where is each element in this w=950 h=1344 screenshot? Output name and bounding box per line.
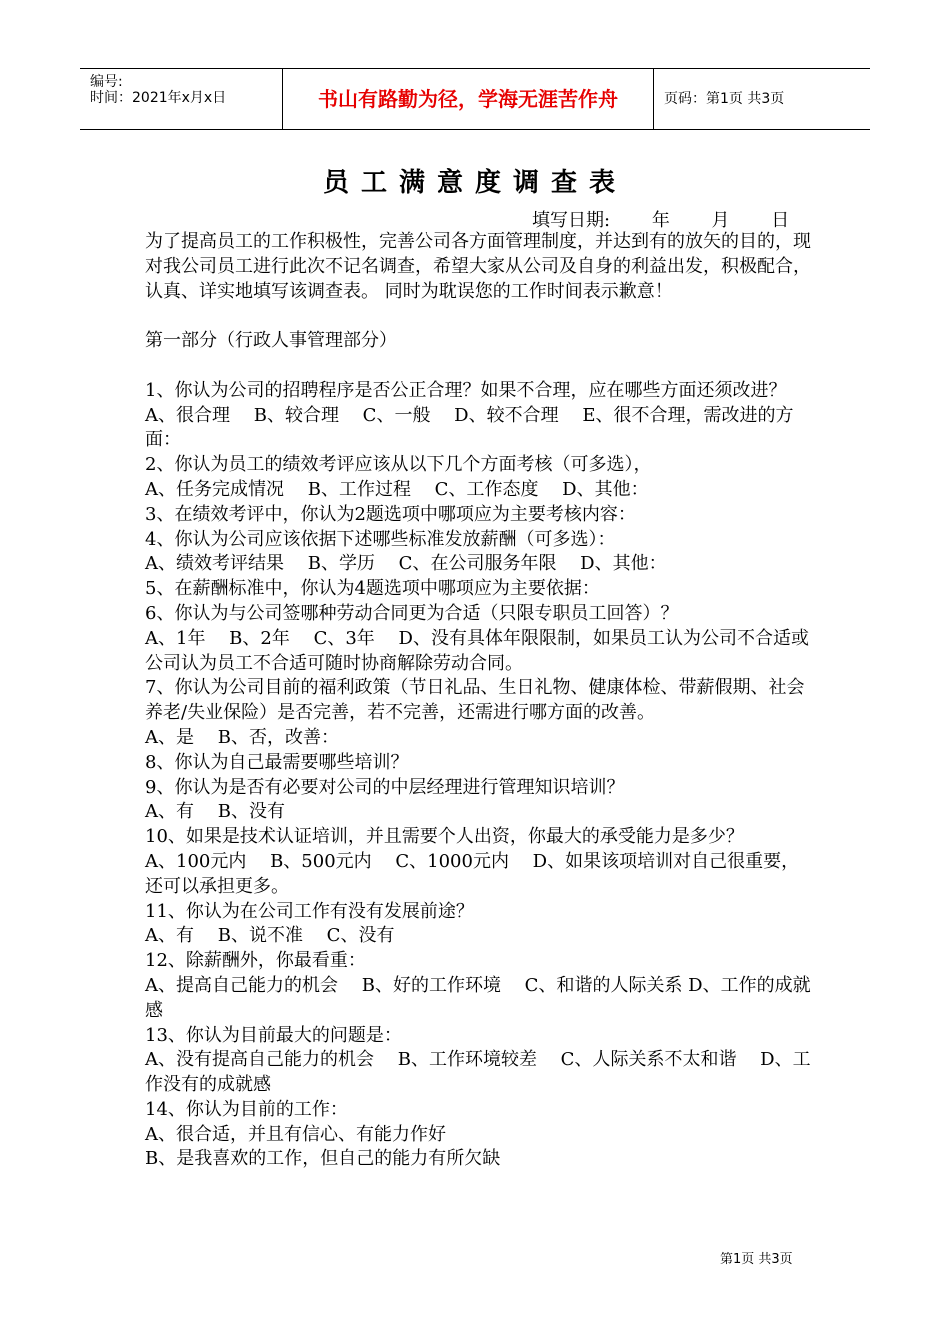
question-text: 5、在薪酬标准中，你认为4题选项中哪项应为主要依据： <box>145 578 600 600</box>
fill-date-year: 年 <box>651 210 670 231</box>
fill-date-month: 月 <box>711 210 730 231</box>
answer-options: A、任务完成情况 B、工作过程 C、工作态度 D、其他： <box>145 478 649 500</box>
document-title: 员工满意度调查表 <box>322 168 627 198</box>
header-meta <box>80 69 283 129</box>
page-header <box>80 68 870 130</box>
question-text: 2、你认为员工的绩效考评应该从以下几个方面考核（可多选）， <box>145 454 652 476</box>
header-motto: 书山有路勤为径，学海无涯苦作舟 <box>283 69 654 129</box>
intro-paragraph: 为了提高员工的工作积极性，完善公司各方面管理制度，并达到有的放矢的目的，现对我公司员工进行此次不记名调查，希望大家从公司及自身的利益出发，积极配合，认真、详实地填写该调查表。 同时为耽误您的工作时间表示歉意！ <box>145 231 811 302</box>
document-number-label: 编号: <box>90 74 123 90</box>
question-text: 11、你认为在公司工作有没有发展前途？ <box>145 900 474 922</box>
question-text: 8、你认为自己最需要哪些培训？ <box>145 751 409 773</box>
question-text: 14、你认为目前的工作： <box>145 1098 348 1120</box>
answer-options: A、很合理 B、较合理 C、一般 D、较不合理 E、很不合理，需改进的方面： <box>145 404 794 451</box>
fill-date-label: 填写日期: <box>532 210 611 231</box>
header-page-info: 页码：第1页 共3页 <box>664 91 785 107</box>
answer-options: A、提高自己能力的机会 B、好的工作环境 C、和谐的人际关系 D、工作的成就感 <box>145 974 811 1021</box>
section-heading: 第一部分（行政人事管理部分） <box>145 330 397 352</box>
question-text: 6、你认为与公司签哪种劳动合同更为合适（只限专职员工回答）？ <box>145 602 679 624</box>
page-footer: 第1页 共3页 <box>720 1252 793 1267</box>
answer-options: A、绩效考评结果 B、学历 C、在公司服务年限 D、其他： <box>145 553 667 575</box>
answer-options: A、1年 B、2年 C、3年 D、没有具体年限限制，如果员工认为公司不合适或公司认为员工不合适可随时协商解除劳动合同。 <box>145 627 809 674</box>
fill-date-line <box>532 206 825 232</box>
document-body <box>145 230 815 1172</box>
document-time: 时间：2021年x月x日 <box>90 90 227 106</box>
answer-options: A、很合适，并且有信心、有能力作好 <box>145 1123 446 1145</box>
question-text: 13、你认为目前最大的问题是： <box>145 1024 402 1046</box>
answer-options: A、有 B、说不准 C、没有 <box>145 925 395 947</box>
answer-options: A、是 B、否，改善： <box>145 726 339 748</box>
answer-options: A、有 B、没有 <box>145 801 285 823</box>
question-text: 12、除薪酬外，你最看重： <box>145 950 366 972</box>
question-text: 4、你认为公司应该依据下述哪些标准发放薪酬（可多选）： <box>145 528 616 550</box>
answer-options: A、没有提高自己能力的机会 B、工作环境较差 C、人际关系不太和谐 D、工作没有的成就感 <box>145 1049 811 1096</box>
question-text: 7、你认为公司目前的福利政策（节日礼品、生日礼物、健康体检、带薪假期、社会养老/失业保险）是否完善，若不完善，还需进行哪方面的改善。 <box>145 677 805 724</box>
question-text: 10、如果是技术认证培训，并且需要个人出资，你最大的承受能力是多少？ <box>145 826 744 848</box>
question-text: 9、你认为是否有必要对公司的中层经理进行管理知识培训？ <box>145 776 625 798</box>
answer-options: A、100元内 B、500元内 C、1000元内 D、如果该项培训对自己很重要，还可以承担更多。 <box>145 850 800 897</box>
answer-options: B、是我喜欢的工作，但自己的能力有所欠缺 <box>145 1148 501 1170</box>
question-text: 1、你认为公司的招聘程序是否公正合理？如果不合理，应在哪些方面还须改进？ <box>145 379 787 401</box>
question-list <box>145 379 815 1173</box>
question-text: 3、在绩效考评中，你认为2题选项中哪项应为主要考核内容： <box>145 503 636 525</box>
fill-date-day: 日 <box>771 210 790 231</box>
